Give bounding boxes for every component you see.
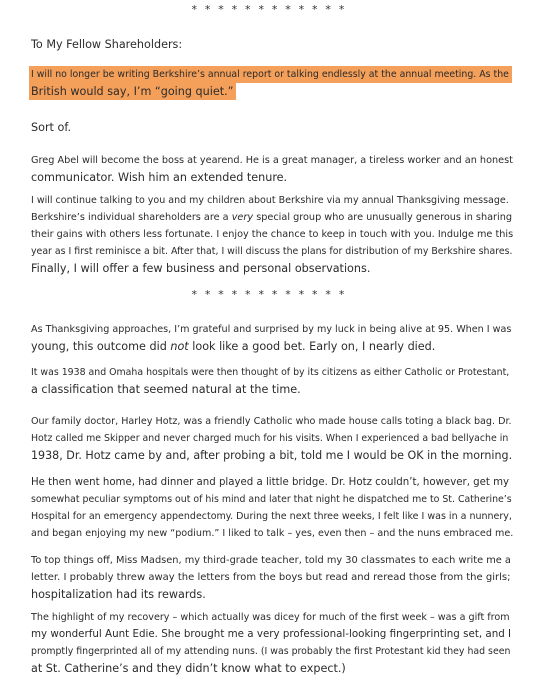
- thanksgiving-line-2-b: look like a good bet. Early on, I nearly died.: [188, 340, 436, 353]
- continue-line-4: year as I first reminisce a bit. After that, I will discuss the plans for distribution of my Berkshire shares.: [31, 246, 513, 257]
- highlight-line-1: I will no longer be writing Berkshire’s annual report or talking endlessly at the annual meeting. As the: [29, 66, 512, 83]
- edie-line-4: at St. Catherine’s and they didn’t know what to expect.): [31, 662, 346, 675]
- highlighted-paragraph: [31, 66, 511, 100]
- bridge-line-4: and began enjoying my new “podium.” I liked to talk – yes, even then – and the nuns embraced me.: [31, 528, 514, 539]
- thanksgiving-line-1: As Thanksgiving approaches, I’m grateful and surprised by my luck in being alive at 95. When I was: [31, 324, 512, 335]
- greg-line-1: Greg Abel will become the boss at yearend. He is a great manager, a tireless worker and an honest: [31, 155, 513, 166]
- omaha-line-2: a classification that seemed natural at the time.: [31, 383, 301, 396]
- doctor-line-3: 1938, Dr. Hotz came by and, after probing a bit, told me I would be OK in the morning.: [31, 449, 513, 462]
- omaha-line-1: It was 1938 and Omaha hospitals were then thought of by its citizens as either Catholic or Protestant,: [31, 367, 510, 378]
- continue-line-3: their gains with others less fortunate. I enjoy the chance to keep in touch with you. Indulge me this: [31, 229, 514, 240]
- continue-line-1: I will continue talking to you and my children about Berkshire via my annual Thanksgiving message.: [31, 195, 509, 206]
- madsen-line-2: letter. I probably threw away the letters from the boys but read and reread those from the girls;: [31, 572, 511, 583]
- aunt-edie-paragraph: [31, 609, 511, 677]
- bridge-line-3: Hospital for an emergency appendectomy. During the next three weeks, I felt like I was in a nunnery,: [31, 511, 512, 522]
- separator-top: * * * * * * * * * * * *: [191, 3, 347, 16]
- continue-line-5: Finally, I will offer a few business and personal observations.: [31, 262, 371, 275]
- salutation: [31, 36, 511, 53]
- thanksgiving-paragraph: [31, 321, 511, 355]
- continue-line-2: [31, 209, 511, 226]
- edie-line-1: The highlight of my recovery – which actually was dicey for much of the first week – was a gift from: [31, 612, 510, 623]
- salutation-text: To My Fellow Shareholders:: [31, 38, 183, 51]
- sort-of-text: Sort of.: [31, 121, 72, 134]
- doctor-line-1: Our family doctor, Harley Hotz, was a friendly Catholic who made house calls toting a black bag. Dr.: [31, 416, 512, 427]
- edie-line-3: promptly fingerprinted all of my attending nuns. (I was probably the first Protestant kid they had seen: [31, 646, 511, 657]
- greg-abel-paragraph: [31, 152, 511, 186]
- sort-of-paragraph: [31, 119, 511, 136]
- emphasis-very: very: [231, 212, 254, 223]
- edie-line-2: my wonderful Aunt Edie. She brought me a very professional-looking fingerprinting set, and I: [31, 628, 512, 640]
- doctor-paragraph: [31, 413, 511, 464]
- bridge-paragraph: [31, 474, 514, 542]
- madsen-paragraph: [31, 552, 511, 603]
- continue-line-2-b: special group who are unusually generous in sharing: [253, 212, 513, 223]
- separator-mid: * * * * * * * * * * * *: [191, 288, 347, 301]
- madsen-line-3: hospitalization had its rewards.: [31, 588, 206, 601]
- doctor-line-2: Hotz called me Skipper and never charged much for his visits. When I experienced a bad bellyache in: [31, 433, 509, 444]
- continue-line-2-a: Berkshire’s individual shareholders are a: [31, 212, 232, 223]
- thanksgiving-line-2-a: young, this outcome did: [31, 340, 171, 353]
- bridge-line-1: He then went home, had dinner and played a little bridge. Dr. Hotz couldn’t, however, get my: [31, 477, 510, 488]
- madsen-line-1: To top things off, Miss Madsen, my third-grade teacher, told my 30 classmates to each write me a: [31, 555, 511, 566]
- emphasis-not: not: [170, 340, 189, 353]
- continue-paragraph: [31, 192, 514, 277]
- omaha-1938-paragraph: [31, 364, 511, 398]
- greg-line-2: communicator. Wish him an extended tenure.: [31, 171, 288, 184]
- thanksgiving-line-2: [31, 338, 511, 355]
- highlight-line-2: British would say, I’m “going quiet.”: [29, 83, 236, 100]
- bridge-line-2: somewhat peculiar symptoms out of his mind and later that night he dispatched me to St. Catherine’s: [31, 494, 512, 505]
